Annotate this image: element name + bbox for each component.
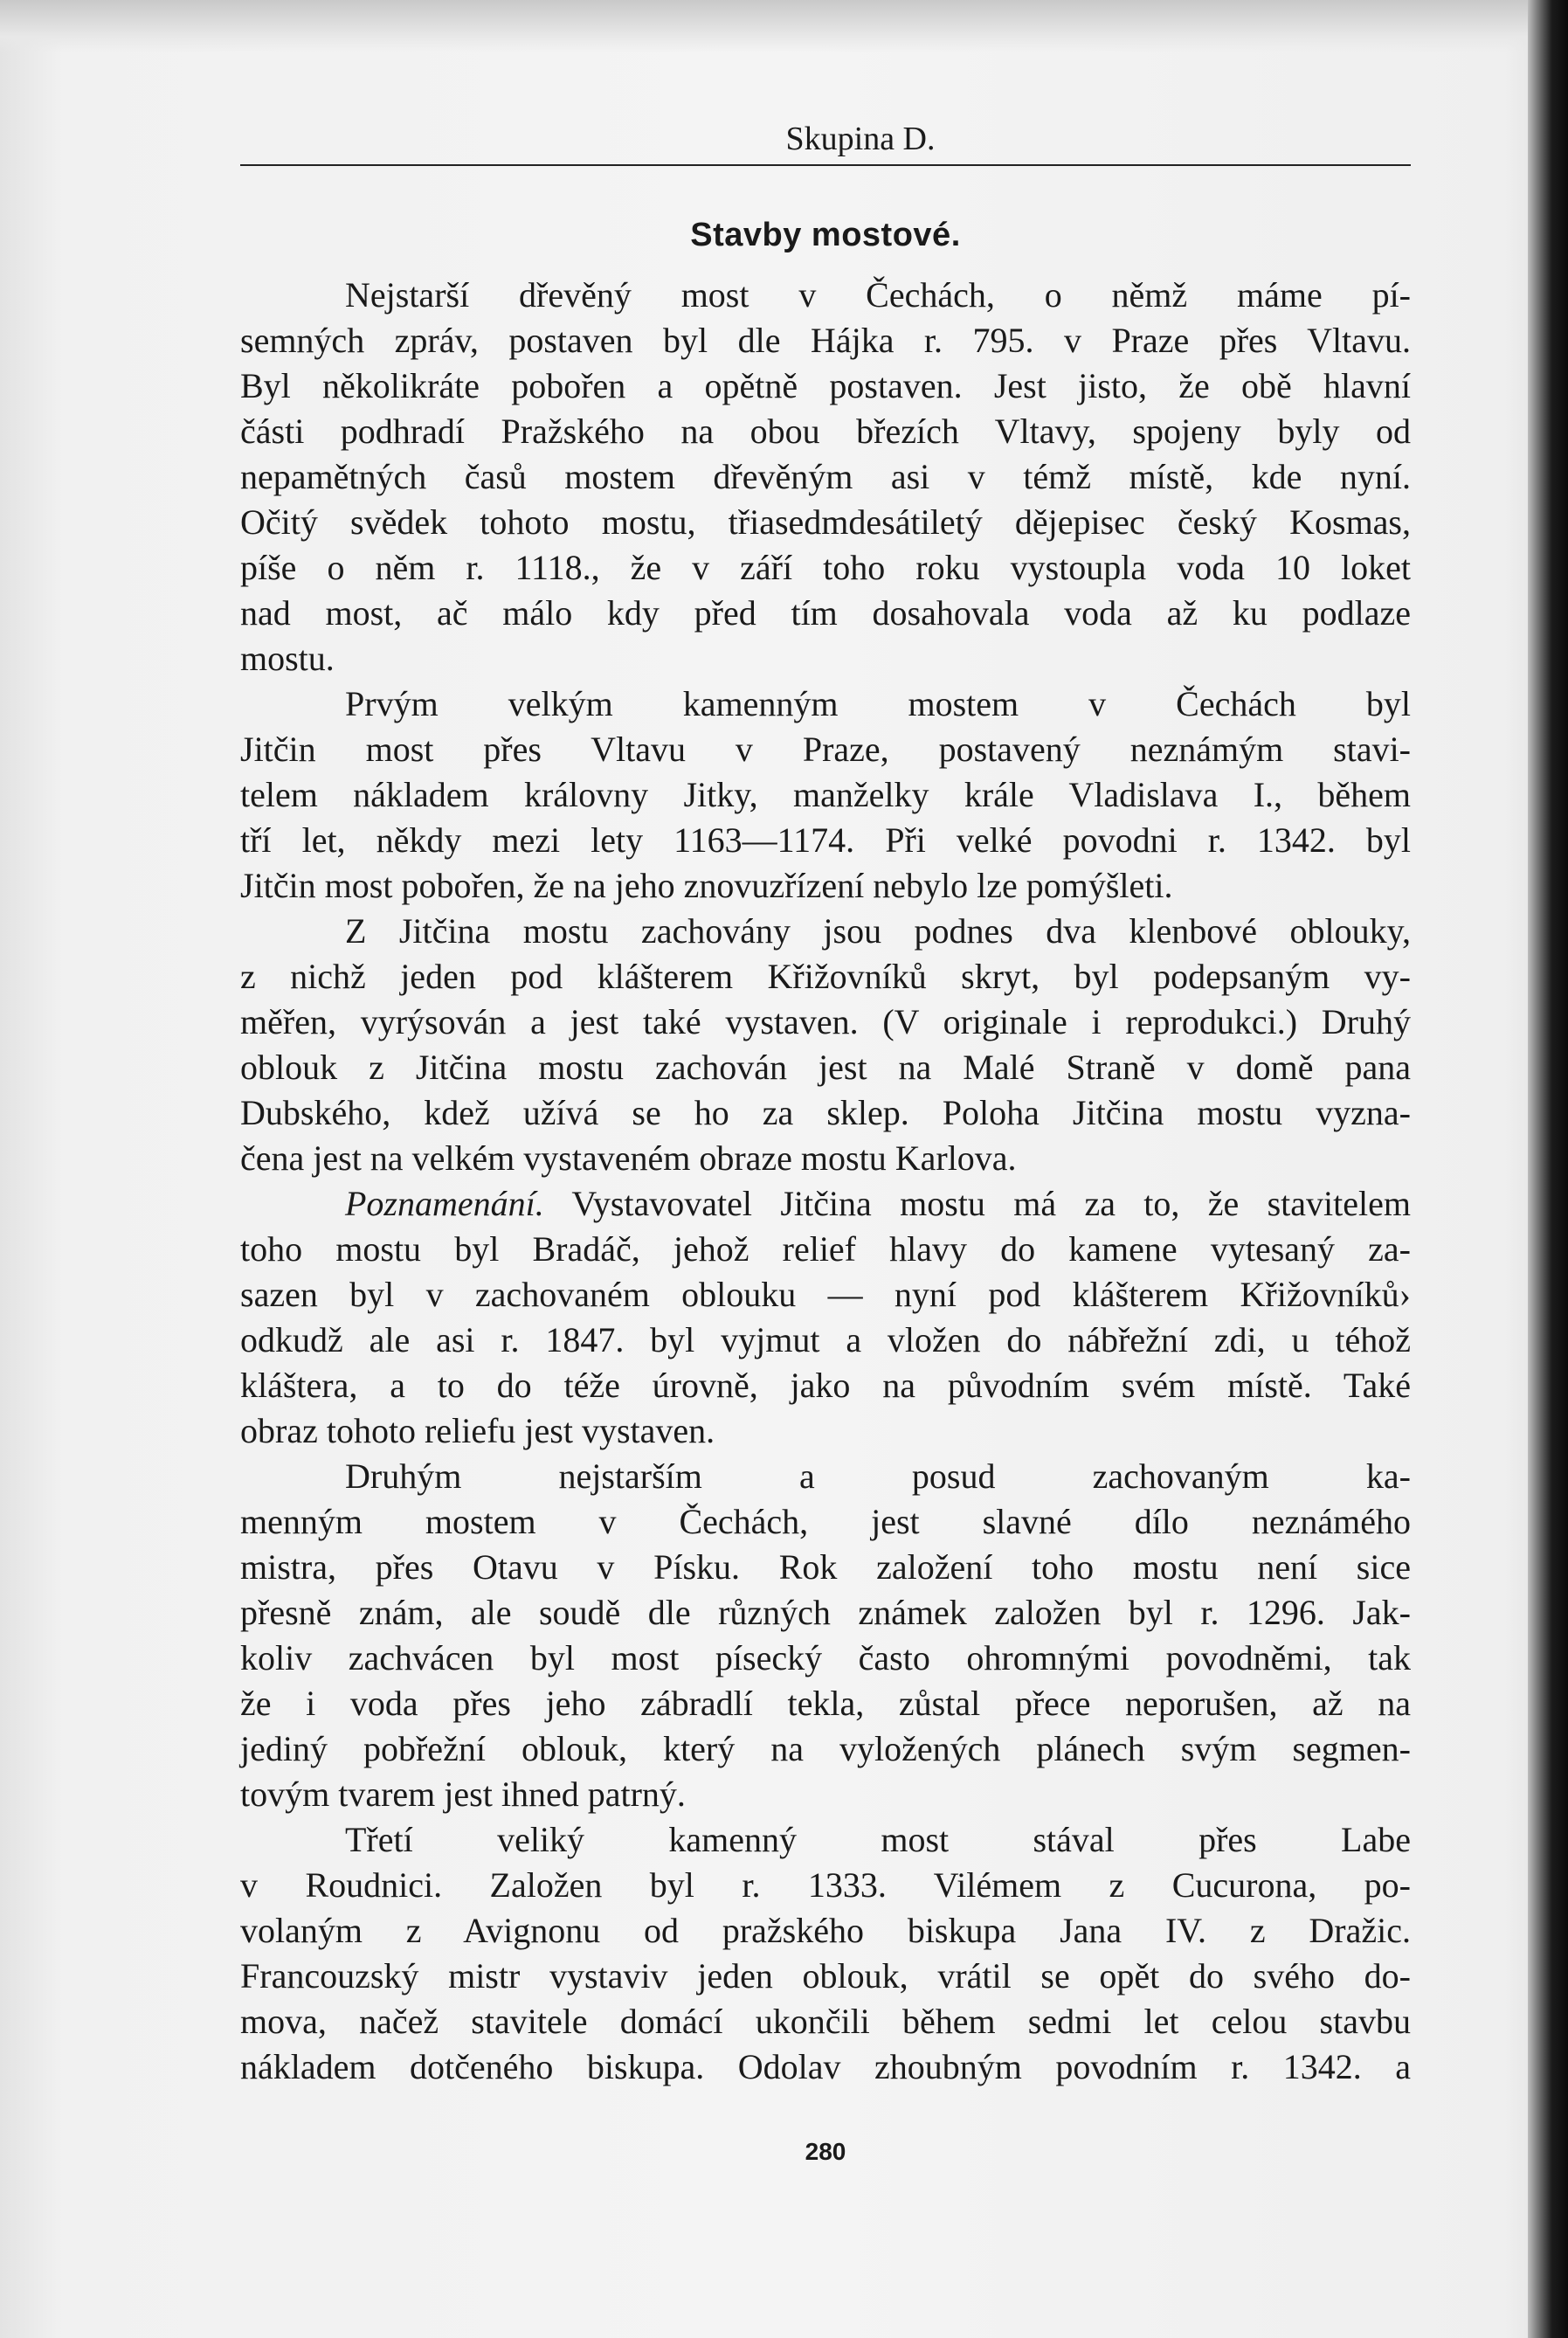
text-line: Francouzský mistr vystaviv jeden oblouk, vrátil se opět do svého do- — [240, 1956, 1411, 1996]
page-number: 280 — [805, 2138, 846, 2165]
text-line: přesně znám, ale soudě dle různých známek založen byl r. 1296. Jak- — [240, 1593, 1411, 1632]
text-line: volaným z Avignonu od pražského biskupa Jana IV. z Dražic. — [240, 1911, 1411, 1950]
text-line: koliv zachvácen byl most písecký často ohromnými povodněmi, tak — [240, 1638, 1411, 1677]
text-line: mostu. — [240, 639, 335, 678]
text-line: Dubského, kdež užívá se ho za sklep. Poloha Jitčina mostu vyzna- — [240, 1093, 1411, 1132]
running-head — [240, 114, 1411, 166]
text-line: menným mostem v Čechách, jest slavné dílo neznámého — [240, 1502, 1411, 1541]
text-line: čena jest na velkém vystaveném obraze mostu Karlova. — [240, 1138, 1017, 1178]
text-line: že i voda přes jeho zábradlí tekla, zůstal přece neporušen, až na — [240, 1684, 1411, 1723]
text-line: z nichž jeden pod klášterem Křižovníků skryt, byl podepsaným vy- — [240, 957, 1411, 996]
text-line: telem nákladem královny Jitky, manželky krále Vladislava I., během — [240, 775, 1411, 814]
text-line: měřen, vyrýsován a jest také vystaven. (V originale i reprodukci.) Druhý — [240, 1002, 1411, 1041]
text-line: píše o něm r. 1118., že v září toho roku vystoupla voda 10 loket — [240, 548, 1411, 587]
text-line: Byl několikráte pobořen a opětně postaven. Jest jisto, že obě hlavní — [240, 366, 1411, 405]
body-text — [240, 273, 1411, 2090]
text-line: jediný pobřežní oblouk, který na vyložených plánech svým segmen- — [240, 1729, 1411, 1768]
text-line: obraz tohoto reliefu jest vystaven. — [240, 1411, 715, 1450]
text-line: odkudž ale asi r. 1847. byl vyjmut a vložen do nábřežní zdi, u téhož — [240, 1320, 1411, 1359]
note-label: Poznamenání. — [345, 1184, 544, 1223]
text-line: oblouk z Jitčina mostu zachován jest na Malé Straně v domě pana — [240, 1048, 1411, 1087]
text-line: Prvým velkým kamenným mostem v Čechách byl — [345, 684, 1411, 723]
text-line: Jitčin most pobořen, že na jeho znovuzřízení nebylo lze pomýšleti. — [240, 866, 1173, 905]
note-text: Vystavovatel Jitčina mostu má za to, že stavitelem — [571, 1184, 1412, 1223]
text-line: Druhým nejstarším a posud zachovaným ka- — [345, 1456, 1411, 1496]
text-line: sazen byl v zachovaném oblouku — nyní pod klášterem Křižovníků› — [240, 1275, 1411, 1314]
text-line: nad most, ač málo kdy před tím dosahovala voda až ku podlaze — [240, 593, 1411, 633]
text-line: tří let, někdy mezi lety 1163—1174. Při velké povodni r. 1342. byl — [240, 820, 1411, 860]
book-spine-edge — [1528, 0, 1568, 2338]
text-line: části podhradí Pražského na obou březích Vltavy, spojeny byly od — [240, 412, 1411, 451]
section-title: Stavby mostové. — [690, 217, 961, 253]
text-line: nepamětných časů mostem dřevěným asi v témž místě, kde nyní. — [240, 457, 1411, 496]
text-line: nákladem dotčeného biskupa. Odolav zhoubným povodním r. 1342. a — [240, 2047, 1411, 2086]
running-head-text: Skupina D. — [785, 121, 936, 157]
text-line: mistra, přes Otavu v Písku. Rok založení toho mostu není sice — [240, 1547, 1411, 1587]
scan-top-shadow — [0, 0, 1568, 52]
text-line: Třetí veliký kamenný most stával přes Labe — [345, 1820, 1411, 1859]
text-line: kláštera, a to do téže úrovně, jako na původním svém místě. Také — [240, 1366, 1411, 1405]
text-line: Jitčin most přes Vltavu v Praze, postavený neznámým stavi- — [240, 730, 1411, 769]
note-line — [240, 1181, 1411, 1227]
text-line: Z Jitčina mostu zachovány jsou podnes dva klenbové oblouky, — [345, 911, 1411, 951]
text-line: mova, načež stavitele domácí ukončili během sedmi let celou stavbu — [240, 2002, 1411, 2041]
text-line: Očitý svědek tohoto mostu, třiasedmdesátiletý dějepisec český Kosmas, — [240, 502, 1411, 542]
text-line: toho mostu byl Bradáč, jehož relief hlavy do kamene vytesaný za- — [240, 1229, 1411, 1269]
text-line: semných zpráv, postaven byl dle Hájka r. 795. v Praze přes Vltavu. — [240, 321, 1411, 360]
text-line: tovým tvarem jest ihned patrný. — [240, 1774, 686, 1814]
text-line: v Roudnici. Založen byl r. 1333. Vilémem z Cucurona, po- — [240, 1865, 1411, 1905]
text-line: Nejstarší dřevěný most v Čechách, o němž máme pí- — [345, 275, 1411, 315]
